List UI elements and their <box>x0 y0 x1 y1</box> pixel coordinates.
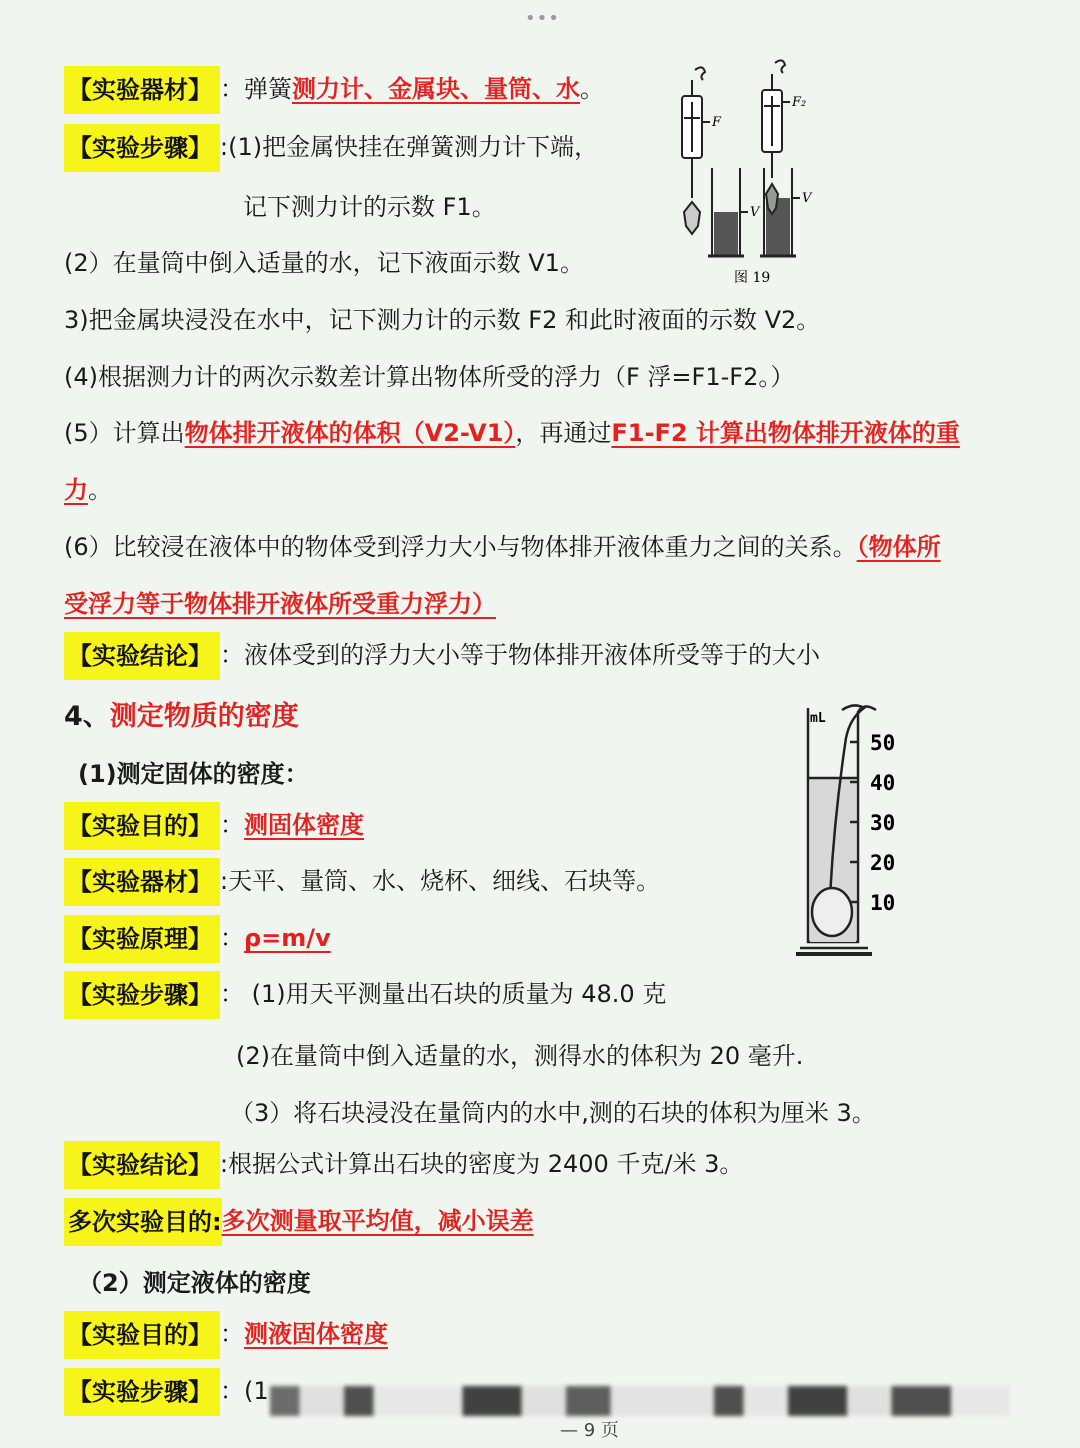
fig-label-f2: F₂ <box>792 95 807 110</box>
fig-label-v: V <box>750 205 760 220</box>
purpose-tag: 【实验目的】 <box>64 802 220 850</box>
principle-colon: ： <box>220 924 244 952</box>
steps2-step1: ： (1)用天平测量出石块的质量为 48.0 克 <box>220 980 667 1008</box>
step5-red2: F1-F2 计算出物体排开液体的重 <box>611 419 960 447</box>
purpose-red: 测固体密度 <box>244 811 364 839</box>
materials-tag: 【实验器材】 <box>64 66 220 114</box>
step1a: :(1)把金属快挂在弹簧测力计下端， <box>220 133 599 161</box>
step5-a: (5）计算出 <box>64 419 185 447</box>
conclusion-tag: 【实验结论】 <box>64 632 220 680</box>
step4: (4)根据测力计的两次示数差计算出物体所受的浮力（F 浮=F1-F2。） <box>64 363 795 391</box>
step5-cont <box>64 473 112 507</box>
purpose3-line <box>64 1311 388 1359</box>
multi-line <box>64 1198 534 1246</box>
steps3-tag: 【实验步骤】 <box>64 1368 220 1416</box>
step5-b: ，再通过 <box>515 419 612 447</box>
steps2-line <box>64 971 666 1019</box>
purpose3-tag: 【实验目的】 <box>64 1311 220 1359</box>
heading-num: 4、 <box>64 701 110 732</box>
fig-caption: 图 19 <box>734 270 771 286</box>
conclusion-line <box>64 632 820 680</box>
materials2-tag: 【实验器材】 <box>64 858 220 906</box>
principle-line <box>64 915 331 963</box>
principle-tag: 【实验原理】 <box>64 915 220 963</box>
step2: (2）在量筒中倒入适量的水，记下液面示数 V1。 <box>64 249 584 277</box>
step3: 3)把金属块浸没在水中，记下测力计的示数 F2 和此时液面的示数 V2。 <box>64 306 821 334</box>
cylinder-tick-20: 20 <box>870 851 896 875</box>
step6 <box>64 530 941 564</box>
steps3-line <box>64 1368 269 1416</box>
step6-a: (6）比较浸在液体中的物体受到浮力大小与物体排开液体重力之间的关系。 <box>64 533 857 561</box>
conclusion-text: ：液体受到的浮力大小等于物体排开液体所受等于的大小 <box>220 641 820 669</box>
materials-line <box>64 66 604 114</box>
heading-text: 测定物质的密度 <box>109 701 299 732</box>
materials-red: 测力计、金属块、量筒、水 <box>292 75 580 103</box>
materials2-text: :天平、量筒、水、烧杯、细线、石块等。 <box>220 867 661 895</box>
cylinder-tick-50: 50 <box>870 731 896 755</box>
purpose3-colon: ： <box>220 1320 244 1348</box>
section4-heading <box>64 700 299 734</box>
steps2-tag: 【实验步骤】 <box>64 971 220 1019</box>
materials-end: 。 <box>580 75 604 103</box>
materials2-line <box>64 858 660 906</box>
purpose-colon: ： <box>220 811 244 839</box>
blurred-content <box>270 1386 1010 1416</box>
cylinder-tick-40: 40 <box>870 771 896 795</box>
multi-label: 多次实验目的: <box>64 1198 222 1246</box>
cylinder-tick-10: 10 <box>870 891 896 915</box>
conclusion2-text: :根据公式计算出石块的密度为 2400 千克/米 3。 <box>220 1150 744 1178</box>
cylinder-tick-30: 30 <box>870 811 896 835</box>
cylinder-unit: mL <box>810 711 826 726</box>
step1b: 记下测力计的示数 F1。 <box>243 193 496 221</box>
step5-end: 。 <box>88 476 112 504</box>
step5-red3: 力 <box>64 476 88 504</box>
step5-red1: 物体排开液体的体积（V2-V1） <box>184 419 516 447</box>
steps2-step2: (2)在量筒中倒入适量的水，测得水的体积为 20 毫升. <box>236 1042 804 1070</box>
principle-red: ρ=m/v <box>244 924 331 952</box>
fig-label-f: F <box>712 115 722 130</box>
purpose-line <box>64 802 364 850</box>
materials-prefix: ：弹簧 <box>220 75 292 103</box>
conclusion2-tag: 【实验结论】 <box>64 1141 220 1189</box>
steps3-text: ：(1 <box>220 1377 269 1405</box>
steps2-step3: （3）将石块浸没在量筒内的水中,测的石块的体积为厘米 3。 <box>230 1099 876 1127</box>
top-menu-dots[interactable]: ••• <box>525 8 560 29</box>
page-number-partial: — 9 页 <box>560 1420 619 1441</box>
conclusion2-line <box>64 1141 743 1189</box>
step6-red1: （物体所 <box>856 533 941 561</box>
multi-red: 多次测量取平均值，减小误差 <box>221 1207 534 1235</box>
steps-line-1 <box>64 124 598 172</box>
sub-heading-liquid: （2）测定液体的密度 <box>78 1269 311 1297</box>
step5 <box>64 416 960 450</box>
step6-cont <box>64 587 496 621</box>
spring-scale-figure <box>660 58 840 290</box>
steps-tag: 【实验步骤】 <box>64 124 220 172</box>
graduated-cylinder-figure <box>790 698 920 964</box>
step6-red2: 受浮力等于物体排开液体所受重力浮力） <box>64 590 496 618</box>
fig-label-v2: V <box>802 191 812 206</box>
sub-heading-solid: (1)测定固体的密度： <box>78 760 309 788</box>
purpose3-red: 测液固体密度 <box>244 1320 388 1348</box>
